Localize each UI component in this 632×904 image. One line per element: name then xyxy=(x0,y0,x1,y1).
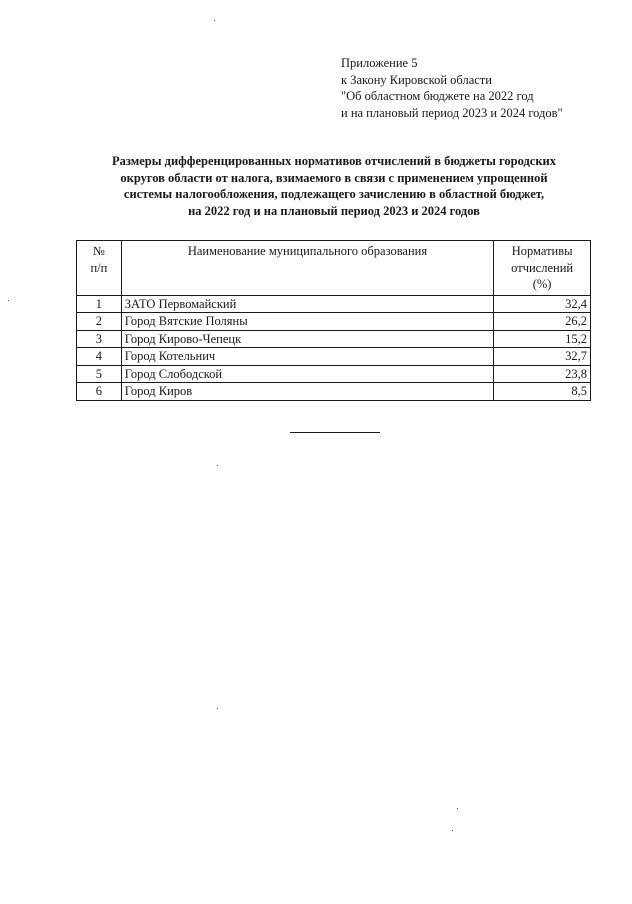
norm-value: 15,2 xyxy=(494,330,591,348)
municipality-name: Город Котельнич xyxy=(121,348,493,366)
title-line: Размеры дифференцированных нормативов отчислений в бюджеты городских xyxy=(112,154,556,168)
table-row xyxy=(77,330,591,348)
scan-speck xyxy=(457,808,458,809)
appendix-line: "Об областном бюджете на 2022 год xyxy=(341,89,534,103)
scan-speck xyxy=(214,20,215,21)
table-header-row xyxy=(77,241,591,296)
appendix-line: Приложение 5 xyxy=(341,56,418,70)
title-line: системы налогообложения, подлежащего зачислению в областной бюджет, xyxy=(123,187,545,201)
scan-speck xyxy=(8,300,9,301)
appendix-line: и на плановый период 2023 и 2024 годов" xyxy=(341,105,563,120)
municipality-name: Город Киров xyxy=(121,383,493,401)
table-row xyxy=(77,365,591,383)
header-number: № п/п xyxy=(77,241,122,296)
scan-speck xyxy=(452,830,453,831)
title-line: на 2022 год и на плановый период 2023 и 2024 годов xyxy=(188,203,480,218)
table-row xyxy=(77,313,591,331)
scan-speck xyxy=(217,708,218,709)
closing-rule xyxy=(290,432,380,433)
norm-value: 26,2 xyxy=(494,313,591,331)
header-norm: Нормативы отчислений (%) xyxy=(494,241,591,296)
row-number: 2 xyxy=(77,313,122,331)
document-title xyxy=(60,153,608,219)
municipality-name: Город Слободской xyxy=(121,365,493,383)
title-line: округов области от налога, взимаемого в связи с применением упрощенной xyxy=(120,170,548,185)
appendix-header xyxy=(341,55,563,121)
scan-speck xyxy=(217,465,218,466)
norm-value: 32,4 xyxy=(494,295,591,313)
municipality-name: ЗАТО Первомайский xyxy=(121,295,493,313)
row-number: 4 xyxy=(77,348,122,366)
municipality-name: Город Кирово-Чепецк xyxy=(121,330,493,348)
row-number: 3 xyxy=(77,330,122,348)
appendix-line: к Закону Кировской области xyxy=(341,72,492,87)
norm-value: 23,8 xyxy=(494,365,591,383)
table-row xyxy=(77,383,591,401)
norm-value: 32,7 xyxy=(494,348,591,366)
row-number: 1 xyxy=(77,295,122,313)
row-number: 5 xyxy=(77,365,122,383)
municipality-name: Город Вятские Поляны xyxy=(121,313,493,331)
norms-table xyxy=(76,240,591,401)
header-municipality: Наименование муниципального образования xyxy=(121,241,493,296)
table-row xyxy=(77,295,591,313)
table-row xyxy=(77,348,591,366)
norm-value: 8,5 xyxy=(494,383,591,401)
row-number: 6 xyxy=(77,383,122,401)
